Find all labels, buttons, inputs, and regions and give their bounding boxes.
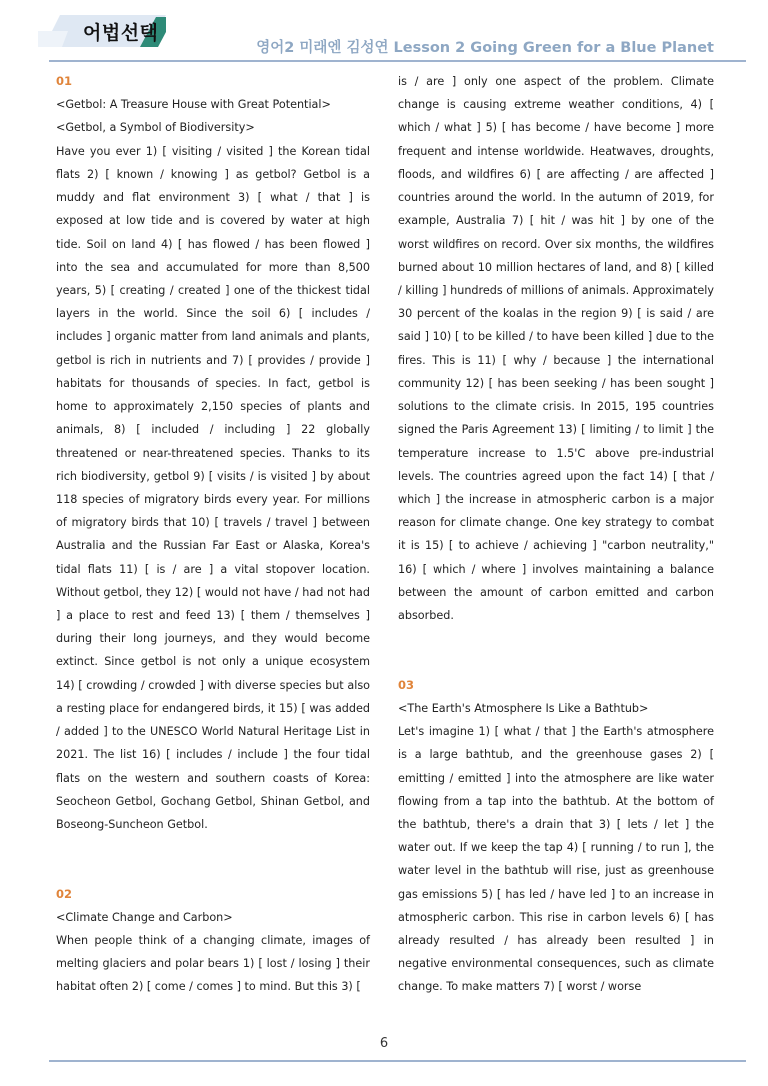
section-title: <Getbol: A Treasure House with Great Potential> [56,98,331,112]
section-title: <The Earth's Atmosphere Is Like a Bathtub> [398,701,649,715]
section-gap [56,836,370,882]
header-divider [49,60,746,62]
header-title: 영어2 미래엔 김성연 Lesson 2 Going Green for a Blue Planet [256,40,714,56]
section-title: <Climate Change and Carbon> [56,910,233,924]
section-subtitle: <Getbol, a Symbol of Biodiversity> [56,121,255,135]
footer-divider [49,1060,746,1062]
section-body-continued: is / are ] only one aspect of the problem. Climate change is causing extreme weather conditions, 4) [ which / what ] 5) [ has become / have become ] more frequent and intense worldwide. Heatwaves, droughts, floods, and wildfires 6) [ are affecting / are affected ] countries around the world. In the autumn of 2019, for example, Australia 7) [ hit / was hit ] by one of the worst wildfires on record. Over six months, the wildfires burned about 10 million hectares of land, and 8) [ killed / killing ] hundreds of millions of animals. Approximately 30 percent of the koalas in the region 9) [ is said / are said ] 10) [ to be killed / to have been killed ] due to the fires. This is 11) [ why / because ] the international community 12) [ has been seeking / has been sought ] solutions to the climate crisis. In 2015, 195 countries signed the Paris Agreement 13) [ limiting / to limit ] the temperature increase to 1.5'C above pre-industrial levels. The countries agreed upon the fact 14) [ that / which ] the increase in atmospheric carbon is a major reason for climate change. One key strategy to combat it is 15) [ to achieve / achieving ] "carbon neutrality," 16) [ which / where ] involves maintaining a balance between the amount of carbon emitted and carbon absorbed. [398,75,714,623]
section-body: Have you ever 1) [ visiting / visited ] the Korean tidal flats 2) [ known / knowing ] as getbol? Getbol is a muddy and flat environment 3) [ what / that ] is exposed at low tide and is covered by water at high tide. Soil on land 4) [ has flowed / has been flowed ] into the sea and accumulated for more than 8,500 years, 5) [ creating / created ] one of the thickest tidal layers in the world. Since the soil 6) [ includes / includes ] organic matter from land animals and plants, getbol is rich in nutrients and 7) [ provides / provide ] habitats for thousands of species. In fact, getbol is home to approximately 2,150 species of plants and animals, 8) [ included / including ] 22 globally threatened or near-threatened species. Thanks to its rich biodiversity, getbol 9) [ visits / is visited ] by about 118 species of migratory birds every year. For millions of migratory birds that 10) [ travels / travel ] between Australia and the Russian Far East or Alaska, Korea's tidal flats 11) [ is / are ] a vital stopover location. Without getbol, they 12) [ would not have / had not had ] a place to rest and feed 13) [ them / themselves ] during their long journeys, and they would become extinct. Since getbol is not only a unique ecosystem 14) [ crowding / crowded ] with diverse species but also a resting place for endangered birds, it 15) [ was added / added ] to the UNESCO World Natural Heritage List in 2021. The list 16) [ includes / include ] the four tidal flats on the western and southern coasts of Korea: Seocheon Getbol, Gochang Getbol, Shinan Getbol, and Boseong-Suncheon Getbol. [56,144,370,831]
section-number: 02 [56,886,73,901]
page-number: 6 [379,1036,389,1051]
section-number: 03 [398,677,415,692]
left-column [56,70,370,999]
page-header [0,0,768,64]
right-column [398,70,714,999]
section-body: Let's imagine 1) [ what / that ] the Earth's atmosphere is a large bathtub, and the greenhouse gases 2) [ emitting / emitted ] into the atmosphere are like water flowing from a tap into the bathtub. At the bottom of the bathtub, there's a drain that 3) [ lets / let ] the water out. If we keep the tap 4) [ running / to run ], the water level in the bathtub will rise, just as greenhouse gas emissions 5) [ has led / have led ] to an increase in atmospheric carbon. This rise in carbon levels 6) [ has already resulted / has already been resulted ] in negative environmental consequences, such as climate change. To make matters 7) [ worst / worse [398,725,714,994]
section-gap [398,627,714,673]
section-body: When people think of a changing climate, images of melting glaciers and polar bears 1) [ lost / losing ] their habitat often 2) [ come / comes ] to mind. But this 3) [ [56,934,370,994]
section-number: 01 [56,74,73,88]
section-tab-label: 어법선택 [83,22,159,44]
